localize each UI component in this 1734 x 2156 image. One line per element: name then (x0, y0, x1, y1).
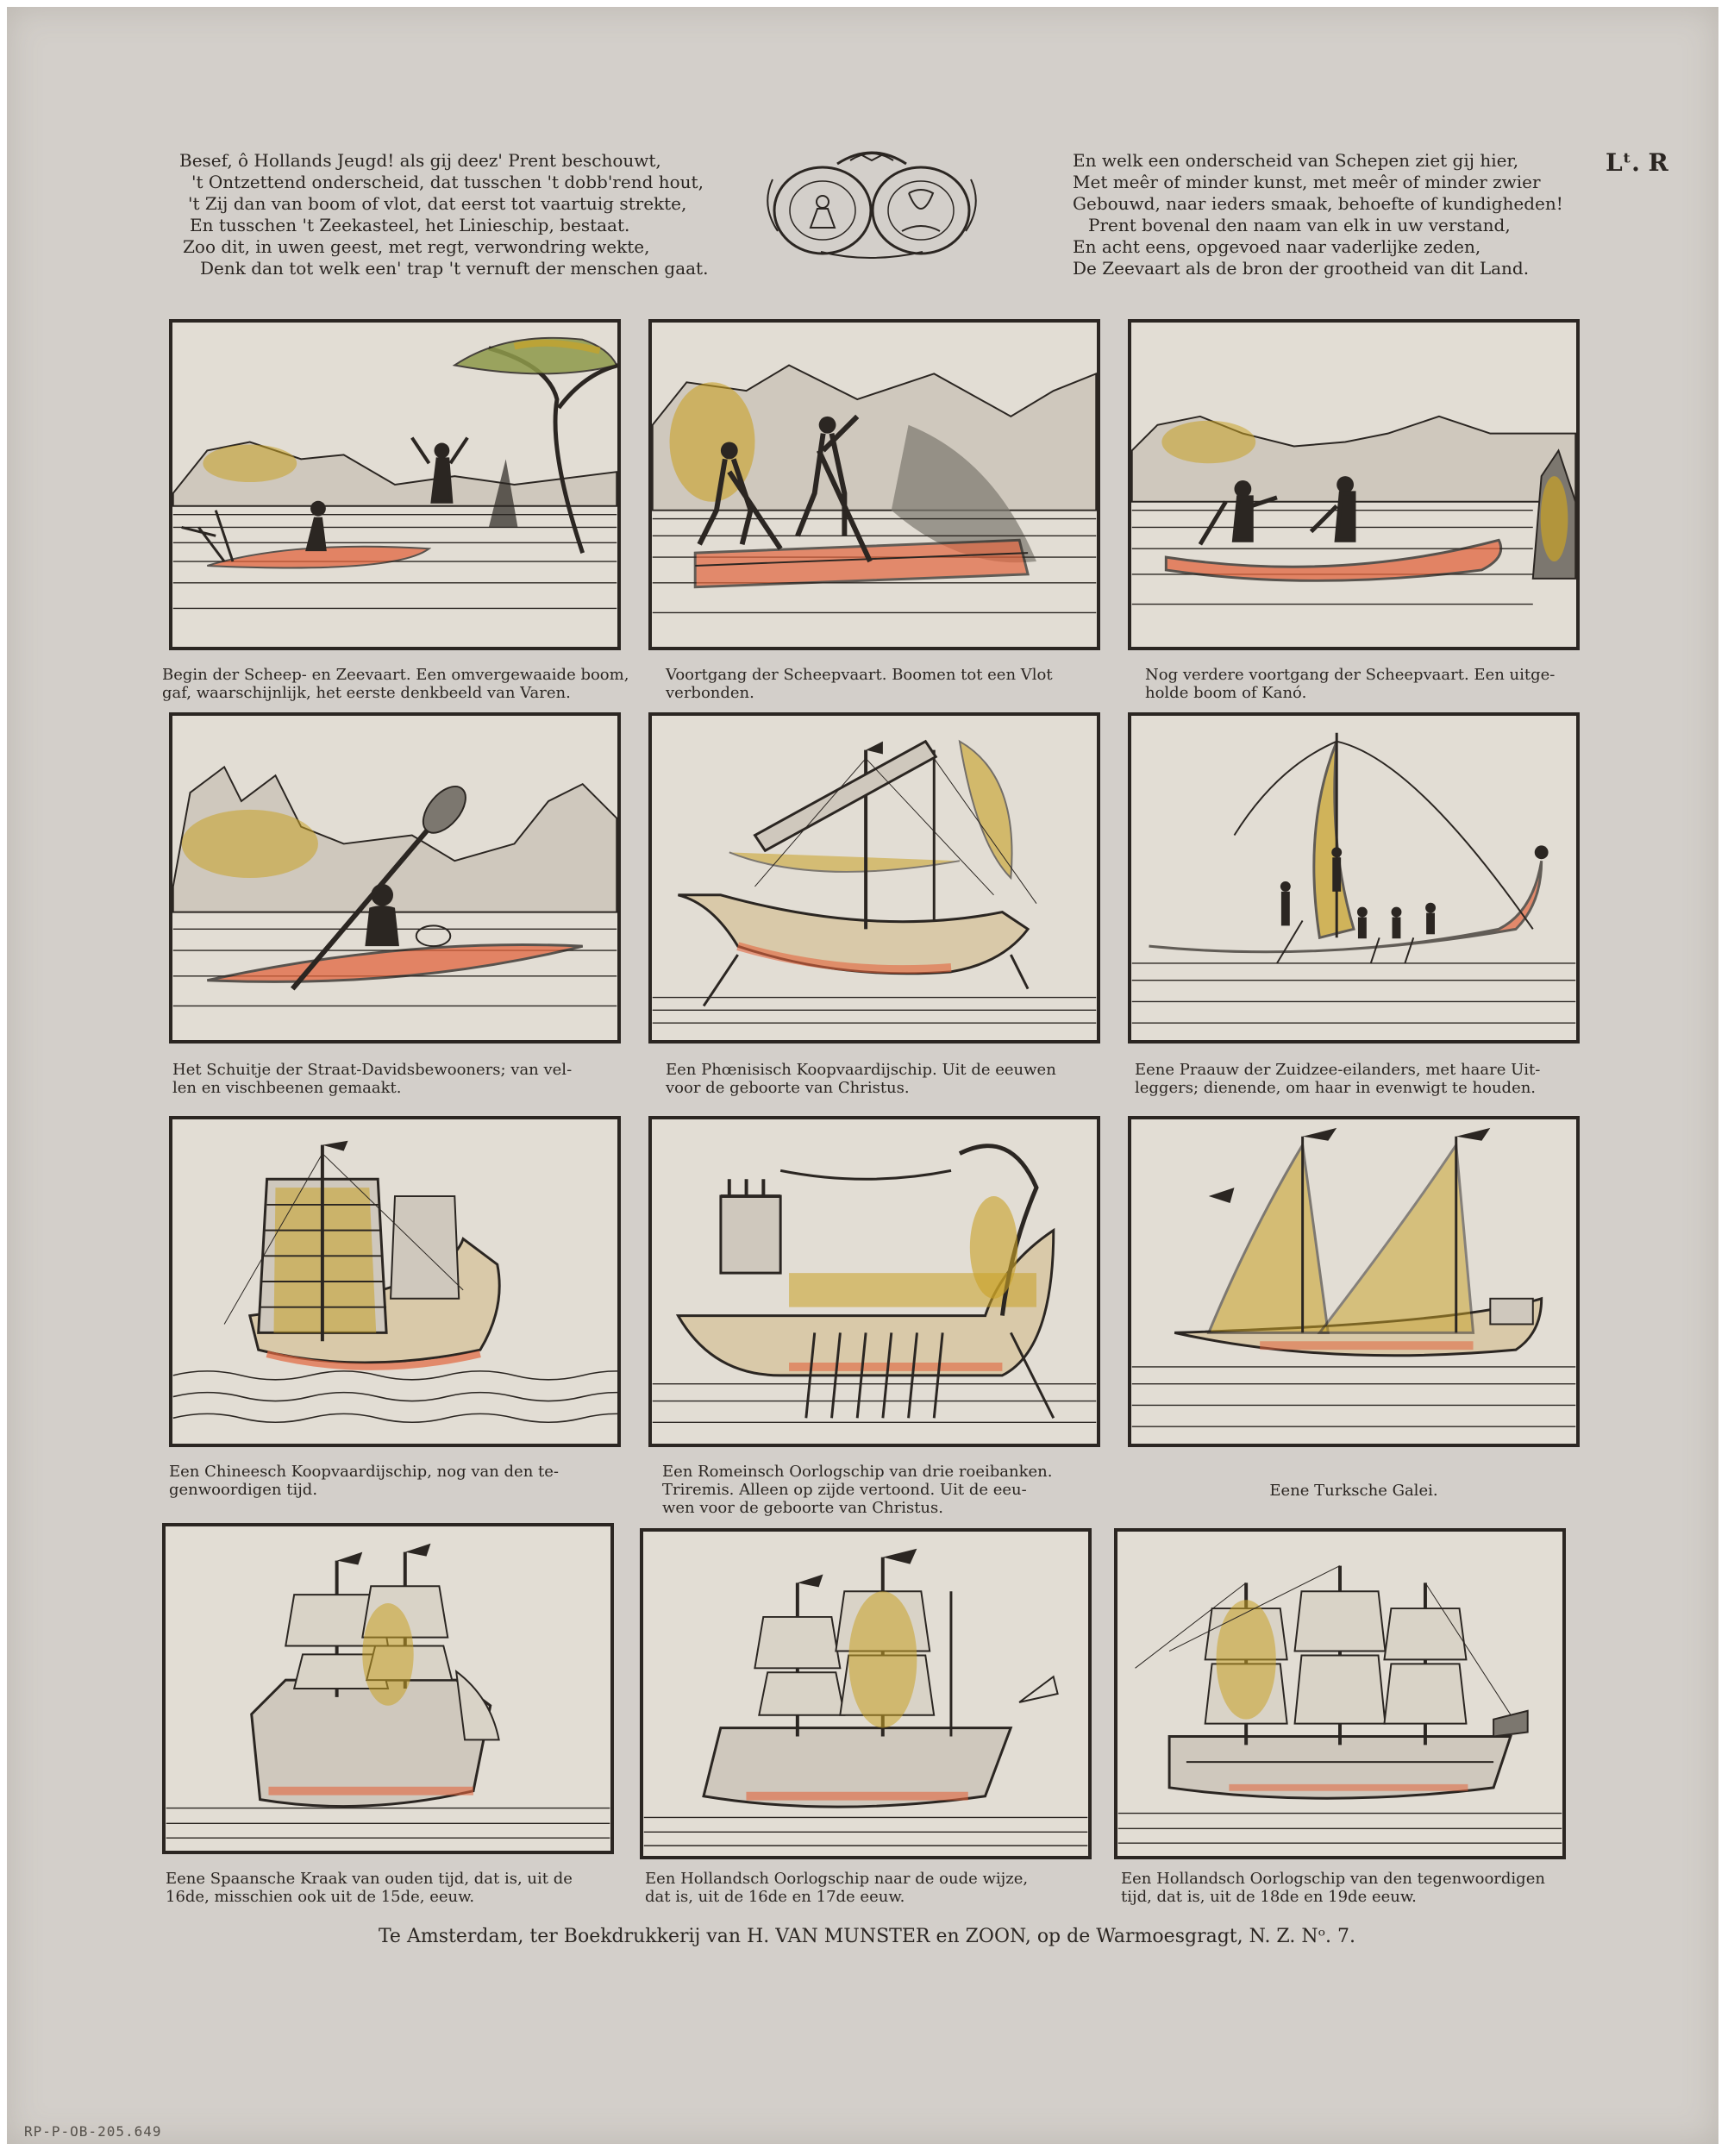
panel-raft (648, 319, 1100, 650)
print-sheet (7, 7, 1718, 2144)
caption-line: verbonden. (666, 684, 754, 702)
caption-line: wen voor de geboorte van Christus. (662, 1499, 943, 1517)
caption-line: 16de, misschien ook uit de 15de, eeuw. (166, 1888, 475, 1906)
woodcut-turkish-galley (1131, 1119, 1576, 1444)
caption-line: Eene Spaansche Kraak van ouden tijd, dat is, uit de (166, 1870, 573, 1888)
verse-line: 't Ontzettend onderscheid, dat tusschen 't dobb'rend hout, (191, 172, 704, 192)
verse-line: Denk dan tot welk een' trap 't vernuft der menschen gaat. (200, 258, 709, 279)
verse-line: Besef, ô Hollands Jeugd! als gij deez' Prent beschouwt, (179, 150, 661, 171)
verse-right (1073, 150, 1563, 279)
caption-line: voor de geboorte van Christus. (666, 1079, 910, 1097)
caption-line: leggers; dienende, om haar in evenwigt te houden. (1135, 1079, 1537, 1097)
panel-fallen-tree-boat (169, 319, 621, 650)
panel-proa (1128, 712, 1580, 1044)
caption-line: tijd, dat is, uit de 18de en 19de eeuw. (1121, 1888, 1417, 1906)
caption-dutch-modern-warship (1121, 1870, 1604, 1906)
caption-line: Een Hollandsch Oorlogschip van den tegenwoordigen (1121, 1870, 1545, 1888)
caption-line: Triremis. Alleen op zijde vertoond. Uit de eeu- (662, 1481, 1027, 1499)
caption-line: Een Chineesch Koopvaardijschip, nog van den te- (169, 1463, 559, 1481)
woodcut-canoe (1131, 323, 1576, 647)
panel-dutch-old-warship (640, 1528, 1092, 1859)
caption-line: Nog verdere voortgang der Scheepvaart. Een uitge- (1145, 666, 1556, 684)
caption-line: genwoordigen tijd. (169, 1481, 318, 1499)
caption-line: Een Phœnisisch Koopvaardijschip. Uit de eeuwen (666, 1061, 1056, 1079)
caption-turkish-galley (1112, 1482, 1595, 1500)
printer-imprint: Te Amsterdam, ter Boekdrukkerij van H. VAN MUNSTER en ZOON, op de Warmoesgragt, N. Z. Nᵒ. 7. (378, 1926, 1356, 1947)
woodcut-raft (652, 323, 1097, 647)
panel-phoenician-ship (648, 712, 1100, 1044)
caption-line: Voortgang der Scheepvaart. Boomen tot een Vlot (666, 666, 1053, 684)
caption-line: dat is, uit de 16de en 17de eeuw. (645, 1888, 905, 1906)
caption-fallen-tree-boat (162, 666, 645, 702)
caption-dutch-old-warship (645, 1870, 1128, 1906)
verse-line: De Zeevaart als de bron der grootheid van dit Land. (1073, 258, 1530, 279)
panel-spanish-carrack (162, 1523, 614, 1854)
woodcut-spanish-carrack (166, 1526, 610, 1851)
panel-chinese-junk (169, 1116, 621, 1447)
panel-turkish-galley (1128, 1116, 1580, 1447)
caption-line: holde boom of Kanó. (1145, 684, 1307, 702)
verse-line: Prent bovenal den naam van elk in uw verstand, (1088, 215, 1511, 235)
verse-line: Gebouwd, naar ieders smaak, behoefte of kundigheden! (1073, 193, 1563, 214)
panel-trireme (648, 1116, 1100, 1447)
caption-chinese-junk (169, 1463, 652, 1499)
woodcut-dutch-modern-warship (1117, 1532, 1562, 1856)
panel-canoe (1128, 319, 1580, 650)
caption-canoe (1145, 666, 1628, 702)
verse-line: Met meêr of minder kunst, met meêr of minder zwier (1073, 172, 1541, 192)
caption-line: Begin der Scheep- en Zeevaart. Een omvergewaaide boom, (162, 666, 629, 684)
woodcut-phoenician-ship (652, 716, 1097, 1040)
caption-line: len en vischbeenen gemaakt. (172, 1079, 402, 1097)
caption-trireme (662, 1463, 1145, 1517)
caption-line: Een Romeinsch Oorlogschip van drie roeibanken. (662, 1463, 1053, 1481)
lot-mark: Lᵗ. R (1606, 148, 1668, 177)
verse-line: En acht eens, opgevoed naar vaderlijke zeden, (1073, 236, 1481, 257)
verse-line: En welk een onderscheid van Schepen ziet gij hier, (1073, 150, 1519, 171)
emblem-legend (755, 259, 988, 260)
woodcut-trireme (652, 1119, 1097, 1444)
verse-line: 't Zij dan van boom of vlot, dat eerst tot vaartuig strekte, (188, 193, 687, 214)
verse-left (179, 150, 708, 279)
caption-phoenician-ship (666, 1061, 1149, 1097)
caption-spanish-carrack (166, 1870, 648, 1906)
panel-dutch-modern-warship (1114, 1528, 1566, 1859)
verse-line: Zoo dit, in uwen geest, met regt, verwondring wekte, (183, 236, 650, 257)
caption-line: Eene Turksche Galei. (1269, 1482, 1438, 1500)
woodcut-kayak (172, 716, 617, 1040)
caption-line: Het Schuitje der Straat-Davidsbewooners; van vel- (172, 1061, 573, 1079)
archive-number: RP-P-OB-205.649 (24, 2123, 162, 2140)
caption-raft (666, 666, 1149, 702)
caption-line: Een Hollandsch Oorlogschip naar de oude wijze, (645, 1870, 1029, 1888)
verse-line: En tusschen 't Zeekasteel, het Linieschip, bestaat. (190, 215, 630, 235)
woodcut-proa (1131, 716, 1576, 1040)
panel-kayak (169, 712, 621, 1044)
caption-proa (1135, 1061, 1618, 1097)
caption-line: gaf, waarschijnlijk, het eerste denkbeeld van Varen. (162, 684, 571, 702)
woodcut-dutch-old-warship (643, 1532, 1088, 1856)
woodcut-chinese-junk (172, 1119, 617, 1444)
caption-line: Eene Praauw der Zuidzee-eilanders, met haare Uit- (1135, 1061, 1541, 1079)
caption-kayak (172, 1061, 655, 1097)
woodcut-fallen-tree-boat (172, 323, 617, 647)
printer-emblem (755, 145, 988, 259)
